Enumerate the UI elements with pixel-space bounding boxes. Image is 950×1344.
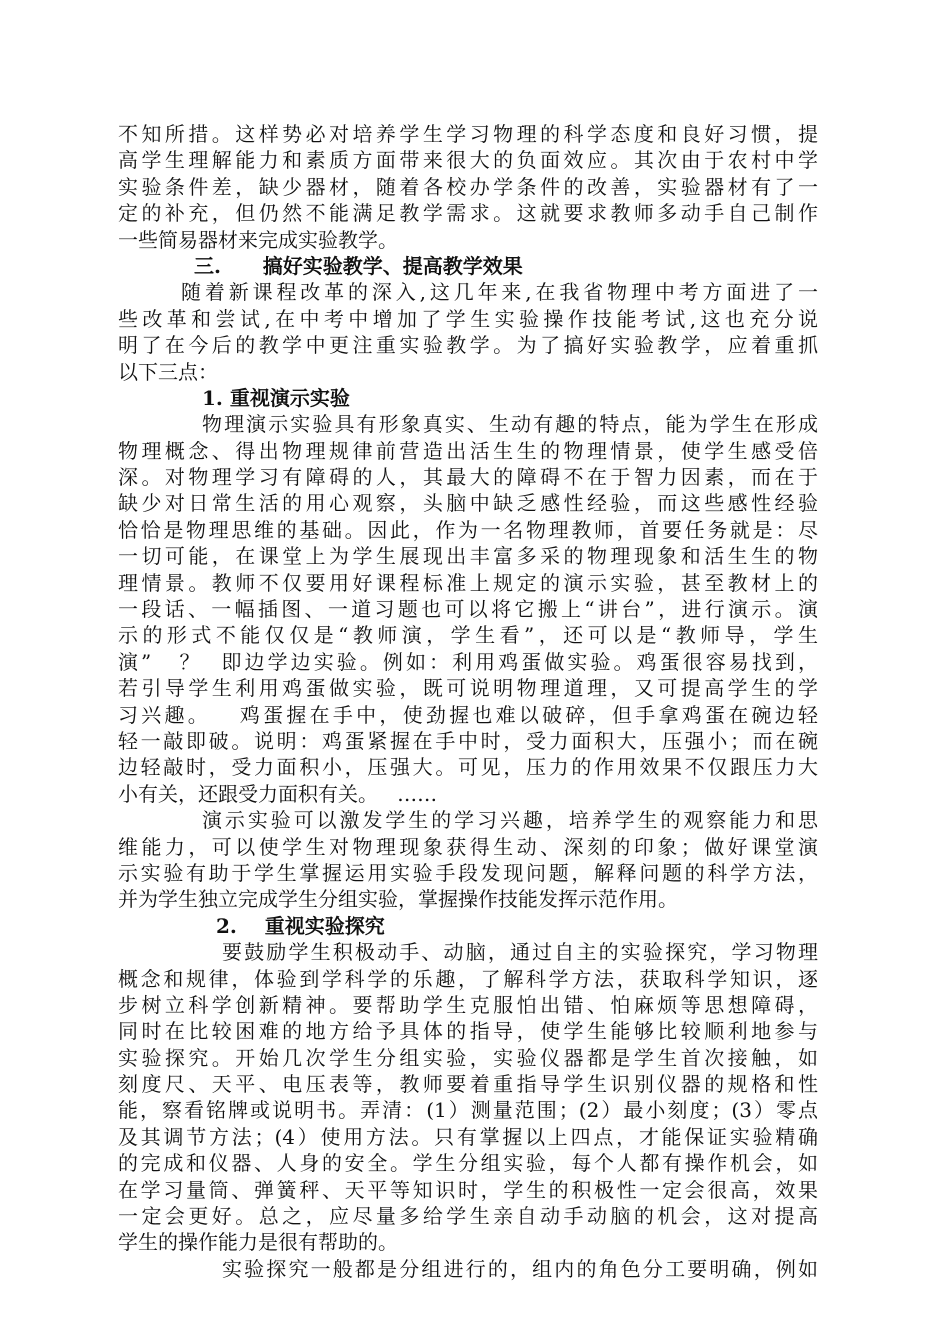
text-line: 一段话、一幅插图、一道习题也可以将它搬上“讲台”，进行演示。演 xyxy=(118,597,818,622)
subsection-heading-1 xyxy=(118,385,818,411)
subsection-heading-2 xyxy=(118,913,818,939)
text-line: 实验探究一般都是分组进行的，组内的角色分工要明确，例如 xyxy=(222,1256,818,1281)
text-line: 步树立科学创新精神。要帮助学生克服怕出错、怕麻烦等思想障碍， xyxy=(118,992,818,1017)
document-page xyxy=(118,121,818,1282)
text-line: 一些简易器材来完成实验教学。 xyxy=(118,227,398,252)
text-line: 一定会更好。总之，应尽量多给学生亲自动手动脑的机会，这对提高 xyxy=(118,1204,818,1229)
text-line: 在学习量筒、弹簧秤、天平等知识时，学生的积极性一定会很高，效果 xyxy=(118,1177,818,1202)
text-line: 明了在今后的教学中更注重实验教学。为了搞好实验教学，应着重抓 xyxy=(118,333,818,358)
text-line: 学生的操作能力是很有帮助的。 xyxy=(118,1230,398,1255)
text-line: 若引导学生利用鸡蛋做实验，既可说明物理道理，又可提高学生的学 xyxy=(118,676,818,701)
text-line: 习兴趣。 鸡蛋握在手中，使劲握也难以破碎，但手拿鸡蛋在碗边轻 xyxy=(118,702,818,727)
text-line: 不知所措。这样势必对培养学生学习物理的科学态度和良好习惯，提 xyxy=(118,122,818,146)
heading-text: 2. 重视实验探究 xyxy=(216,913,385,938)
text-line: 实验探究。开始几次学生分组实验，实验仪器都是学生首次接触，如 xyxy=(118,1045,818,1070)
paragraph-inquiry xyxy=(118,939,818,1256)
text-line: 刻度尺、天平、电压表等，教师要着重指导学生识别仪器的规格和性 xyxy=(118,1072,818,1097)
text-line: 一切可能，在课堂上为学生展现出丰富多采的物理现象和活生生的物 xyxy=(118,544,818,569)
heading-text: 三. 搞好实验教学、提高教学效果 xyxy=(194,253,523,278)
paragraph-demo-experiment xyxy=(118,411,818,807)
text-line: 及其调节方法；(4）使用方法。只有掌握以上四点，才能保证实验精确 xyxy=(118,1124,818,1149)
text-line: 同时在比较困难的地方给予具体的指导，使学生能够比较顺利地参与 xyxy=(118,1019,818,1044)
text-line: 实验条件差，缺少器材，随着各校办学条件的改善，实验器材有了一 xyxy=(118,174,818,199)
text-line: 能，察看铭牌或说明书。弄清：(1）测量范围；(2）最小刻度；(3）零点 xyxy=(118,1098,818,1123)
text-line: 维能力，可以使学生对物理现象获得生动、深刻的印象；做好课堂演 xyxy=(118,834,818,859)
text-line: 概念和规律，体验到学科学的乐趣，了解科学方法，获取科学知识，逐 xyxy=(118,966,818,991)
text-line: 高学生理解能力和素质方面带来很大的负面效应。其次由于农村中学 xyxy=(118,148,818,173)
text-line: 示实验有助于学生掌握运用实验手段发现问题，解释问题的科学方法， xyxy=(118,860,818,885)
text-line: 缺少对日常生活的用心观察，头脑中缺乏感性经验，而这些感性经验 xyxy=(118,491,818,516)
paragraph-intro xyxy=(118,121,818,253)
section-heading-3 xyxy=(118,253,818,279)
paragraph-group-roles xyxy=(118,1256,818,1282)
text-line: 物理概念、得出物理规律前营造出活生生的物理情景，使学生感受倍 xyxy=(118,438,818,463)
heading-text: 1. 重视演示实验 xyxy=(202,385,350,410)
paragraph-demo-benefits xyxy=(118,807,818,913)
text-line: 深。对物理学习有障碍的人，其最大的障碍不在于智力因素，而在于 xyxy=(118,465,818,490)
text-line: 要鼓励学生积极动手、动脑，通过自主的实验探究，学习物理 xyxy=(222,940,818,965)
text-line: 演” ？ 即边学边实验。例如：利用鸡蛋做实验。鸡蛋很容易找到， xyxy=(118,649,818,674)
text-line: 些改革和尝试,在中考中增加了学生实验操作技能考试,这也充分说 xyxy=(118,306,818,331)
paragraph-reform xyxy=(118,279,818,385)
text-line: 理情景。教师不仅要用好课程标准上规定的演示实验，甚至教材上的 xyxy=(118,570,818,595)
text-line: 小有关，还跟受力面积有关。 …… xyxy=(118,781,438,806)
text-line: 并为学生独立完成学生分组实验，掌握操作技能发挥示范作用。 xyxy=(118,887,678,912)
text-line: 定的补充，但仍然不能满足教学需求。这就要求教师多动手自己制作 xyxy=(118,201,818,226)
text-line: 轻一敲即破。说明：鸡蛋紧握在手中时，受力面积大，压强小；而在碗 xyxy=(118,728,818,753)
text-line: 边轻敲时，受力面积小，压强大。可见，压力的作用效果不仅跟压力大 xyxy=(118,755,818,780)
text-line: 物理演示实验具有形象真实、生动有趣的特点，能为学生在形成 xyxy=(202,412,818,437)
text-line: 的完成和仪器、人身的安全。学生分组实验，每个人都有操作机会，如 xyxy=(118,1151,818,1176)
text-line: 恰恰是物理思维的基础。因此，作为一名物理教师，首要任务就是：尽 xyxy=(118,517,818,542)
text-line: 随着新课程改革的深入,这几年来,在我省物理中考方面进了一 xyxy=(181,280,818,305)
text-line: 演示实验可以激发学生的学习兴趣，培养学生的观察能力和思 xyxy=(202,808,818,833)
text-line: 以下三点： xyxy=(118,359,218,384)
text-line: 示的形式不能仅仅是“教师演，学生看”，还可以是“教师导，学生 xyxy=(118,623,818,648)
